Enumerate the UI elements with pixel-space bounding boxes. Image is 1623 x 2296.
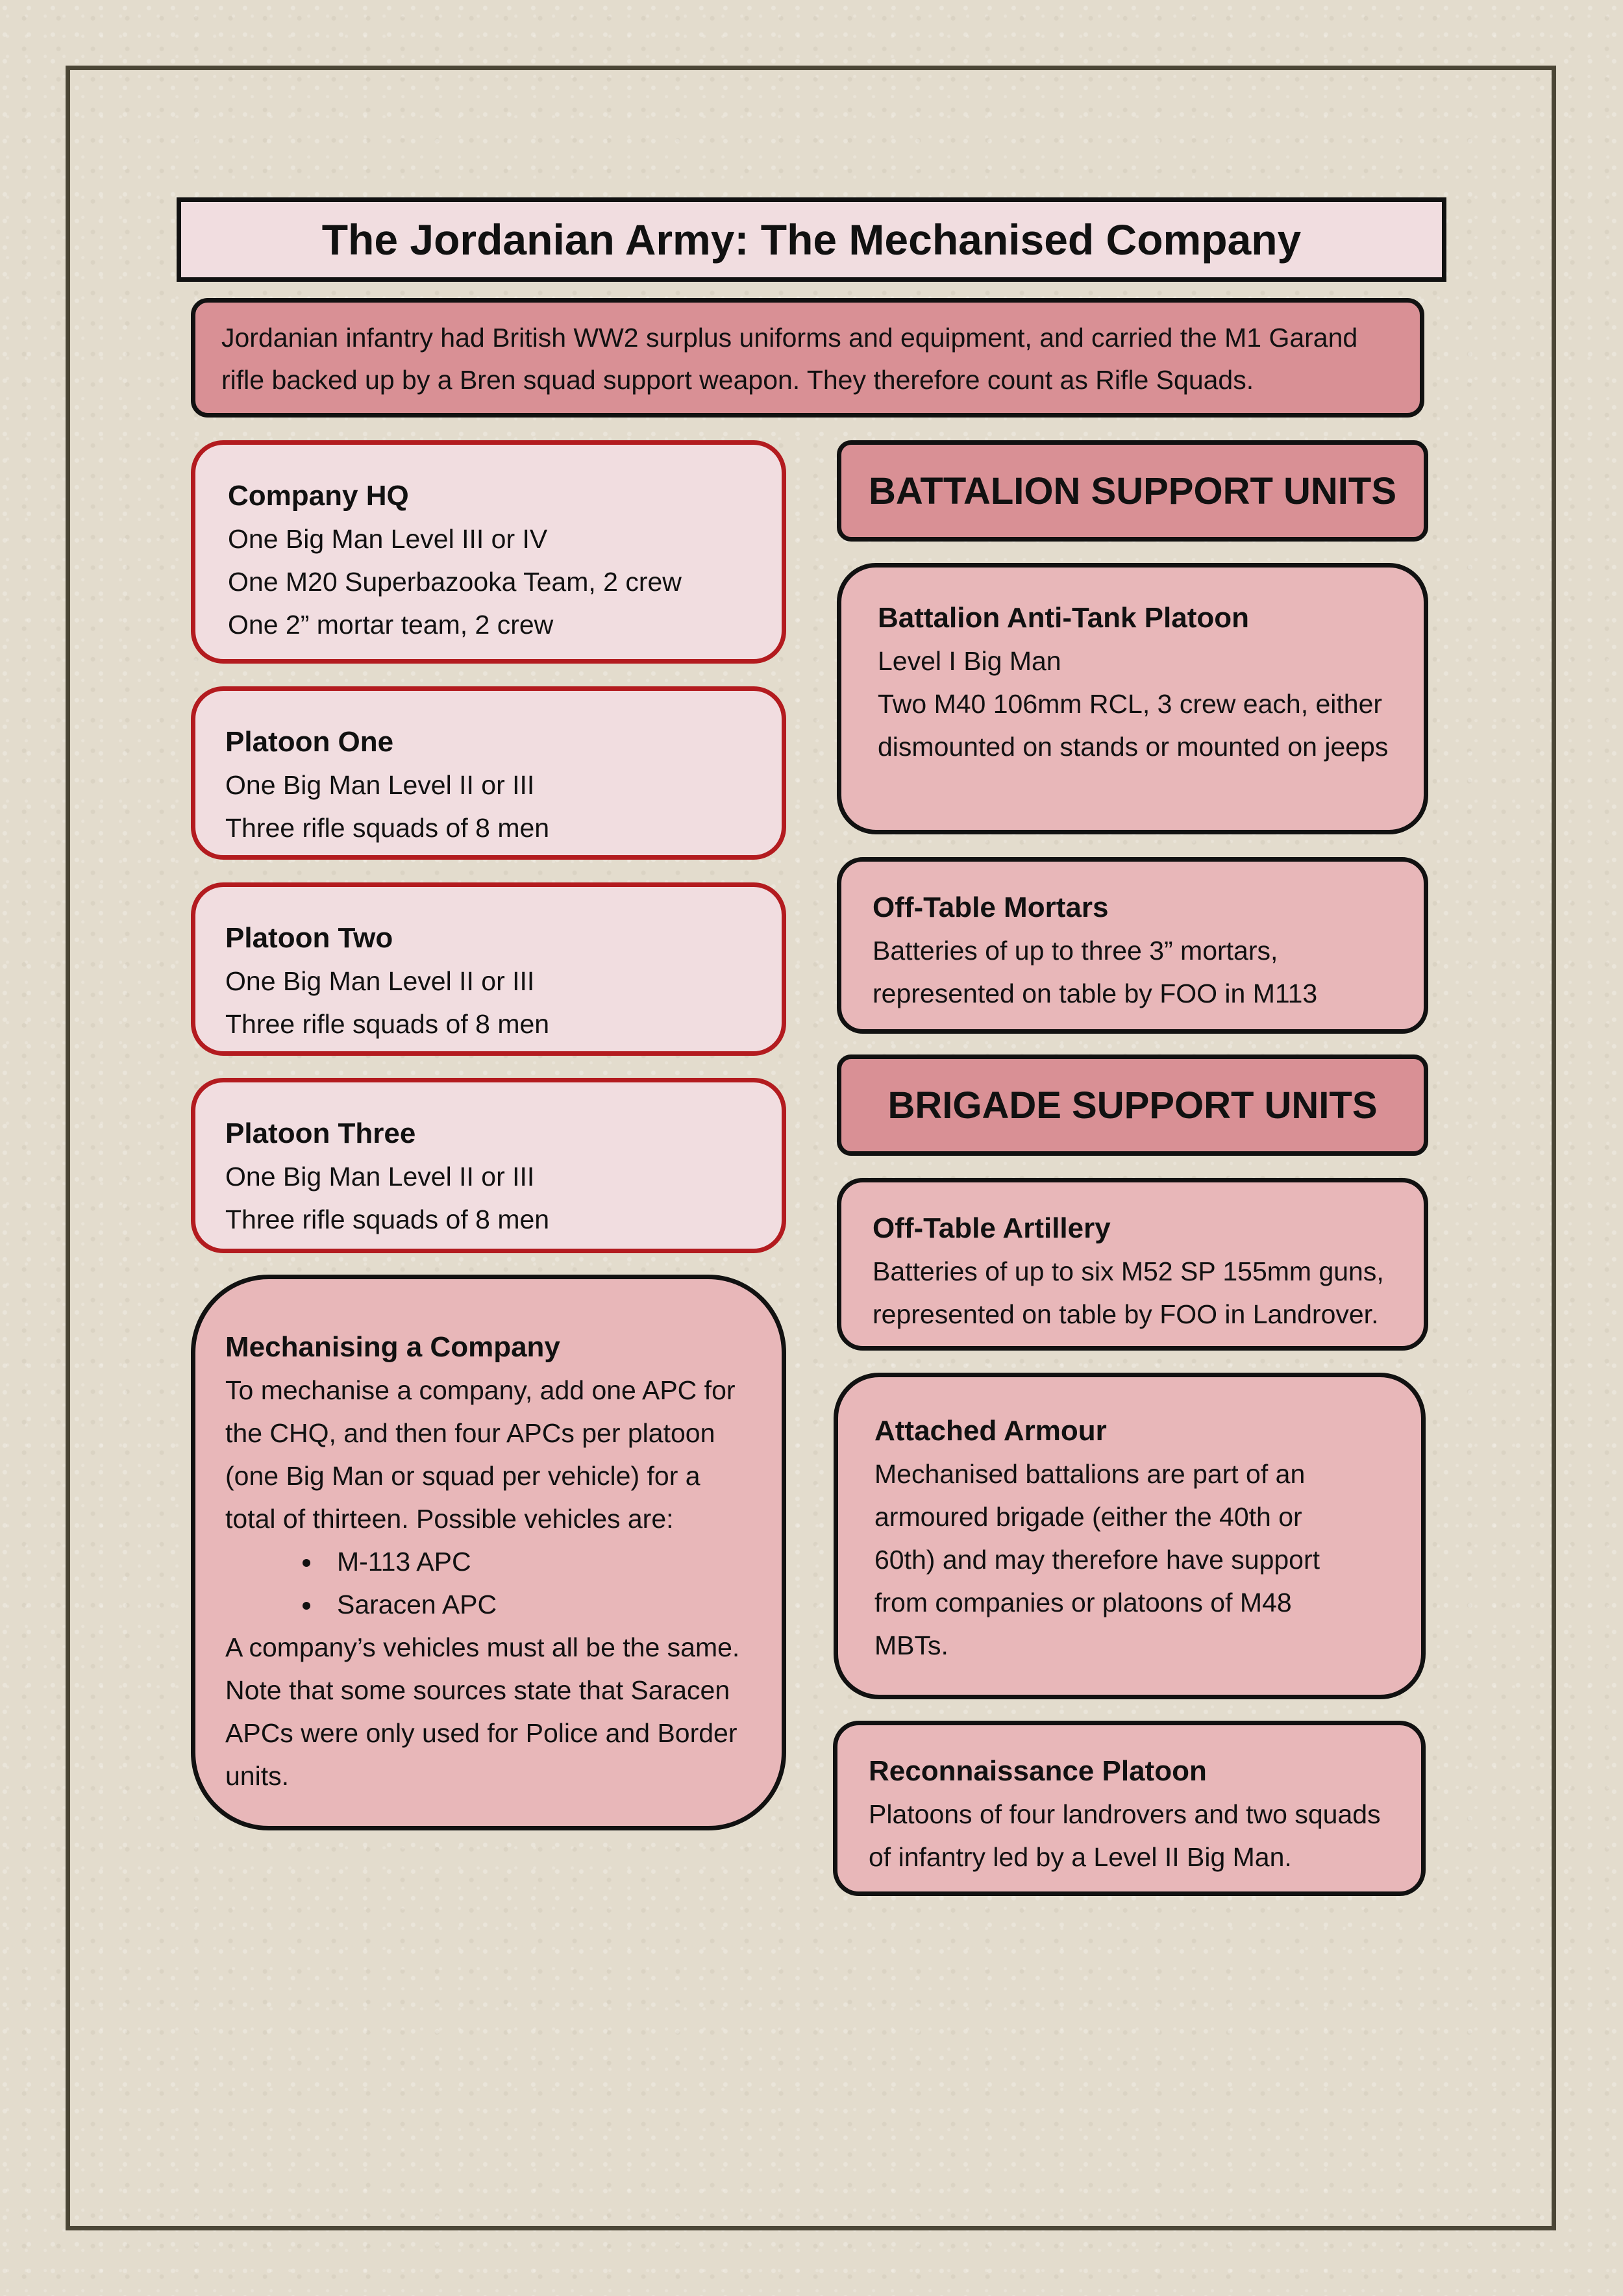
intro-box bbox=[191, 298, 1424, 418]
company-hq-box bbox=[191, 440, 786, 664]
vehicle-item: • M-113 APC bbox=[323, 1540, 756, 1583]
mechanising-text: To mechanise a company, add one APC for the CHQ, and then four APCs per platoon (one Big Man or squad per vehicle) for a total of thirteen. Possible vehicles are: bbox=[225, 1375, 736, 1534]
armour-box bbox=[834, 1373, 1426, 1699]
anti-tank-box bbox=[837, 563, 1428, 834]
artillery-box bbox=[837, 1178, 1428, 1351]
mechanising-box bbox=[191, 1275, 786, 1830]
platoon-two-box bbox=[191, 882, 786, 1056]
platoon-one-line: Three rifle squads of 8 men bbox=[225, 813, 550, 843]
recon-box bbox=[833, 1721, 1426, 1896]
vehicle-item: • Saracen APC bbox=[323, 1583, 756, 1626]
platoon-three-box bbox=[191, 1078, 786, 1253]
armour-text: Mechanised battalions are part of an armoured brigade (either the 40th or 60th) and may therefore have support from companies or platoons of M48 MBTs. bbox=[874, 1459, 1320, 1660]
platoon-one-box bbox=[191, 686, 786, 860]
platoon-two-heading: Platoon Two bbox=[225, 922, 393, 954]
recon-text: Platoons of four landrovers and two squads of infantry led by a Level II Big Man. bbox=[869, 1799, 1381, 1872]
anti-tank-line: Two M40 106mm RCL, 3 crew each, either dismounted on stands or mounted on jeeps bbox=[878, 689, 1389, 762]
brigade-support-header: BRIGADE SUPPORT UNITS bbox=[837, 1054, 1428, 1156]
mortars-text: Batteries of up to three 3” mortars, represented on table by FOO in M113 bbox=[873, 936, 1318, 1008]
anti-tank-line: Level I Big Man bbox=[878, 646, 1061, 676]
vehicle-list bbox=[225, 1540, 756, 1626]
anti-tank-heading: Battalion Anti-Tank Platoon bbox=[878, 602, 1249, 634]
intro-text: Jordanian infantry had British WW2 surplus uniforms and equipment, and carried the M1 Garand rifle backed up by a Bren squad support weapon. They therefore count as Rifle Squads. bbox=[221, 323, 1358, 395]
company-hq-line: One 2” mortar team, 2 crew bbox=[228, 610, 554, 640]
artillery-heading: Off-Table Artillery bbox=[873, 1212, 1111, 1244]
recon-heading: Reconnaissance Platoon bbox=[869, 1755, 1207, 1787]
mechanising-note: A company’s vehicles must all be the same. Note that some sources state that Saracen APCs were only used for Police and Border units. bbox=[225, 1632, 740, 1791]
battalion-support-header: BATTALION SUPPORT UNITS bbox=[837, 440, 1428, 542]
platoon-one-line: One Big Man Level II or III bbox=[225, 770, 535, 800]
company-hq-heading: Company HQ bbox=[228, 480, 409, 512]
company-hq-line: One Big Man Level III or IV bbox=[228, 524, 548, 554]
platoon-one-heading: Platoon One bbox=[225, 726, 394, 758]
mortars-heading: Off-Table Mortars bbox=[873, 892, 1109, 923]
mechanising-heading: Mechanising a Company bbox=[225, 1331, 560, 1363]
platoon-three-line: One Big Man Level II or III bbox=[225, 1162, 535, 1192]
armour-heading: Attached Armour bbox=[874, 1415, 1107, 1447]
mortars-box bbox=[837, 857, 1428, 1034]
platoon-three-line: Three rifle squads of 8 men bbox=[225, 1204, 550, 1234]
platoon-two-line: Three rifle squads of 8 men bbox=[225, 1009, 550, 1039]
page-title: The Jordanian Army: The Mechanised Company bbox=[177, 197, 1446, 282]
company-hq-line: One M20 Superbazooka Team, 2 crew bbox=[228, 567, 682, 597]
platoon-two-line: One Big Man Level II or III bbox=[225, 966, 535, 996]
platoon-three-heading: Platoon Three bbox=[225, 1117, 416, 1149]
artillery-text: Batteries of up to six M52 SP 155mm guns, represented on table by FOO in Landrover. bbox=[873, 1256, 1384, 1329]
